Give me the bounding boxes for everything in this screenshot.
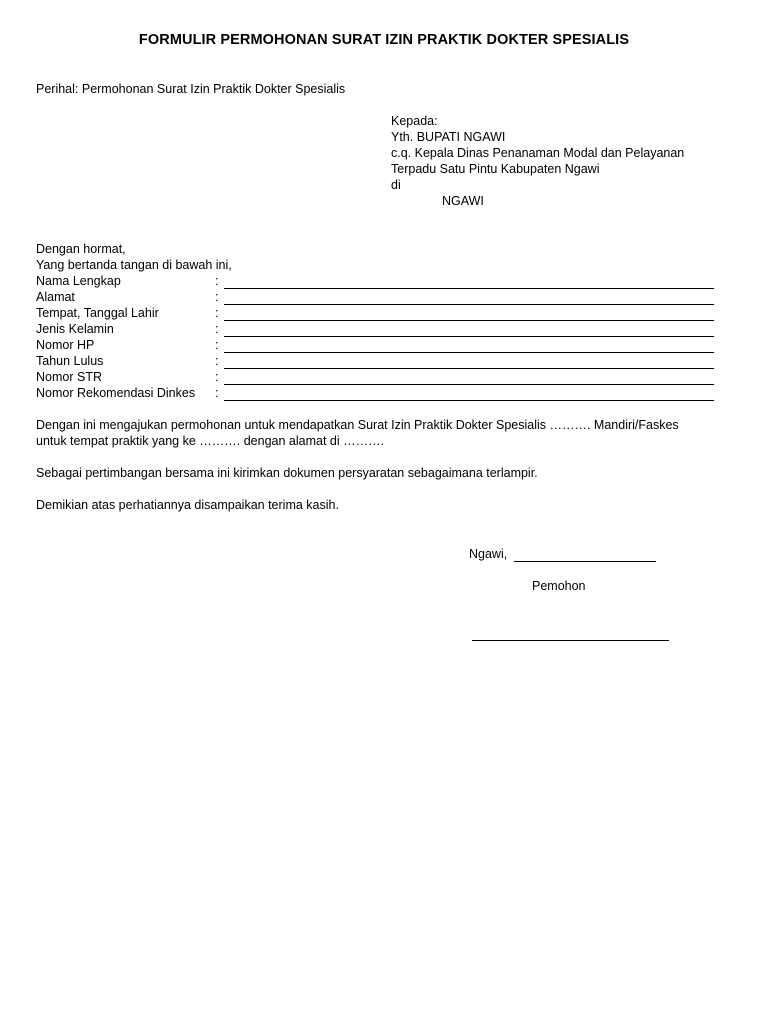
recipient-line-1: Yth. BUPATI NGAWI — [391, 130, 506, 144]
signature-line[interactable] — [472, 640, 669, 641]
field-line-nama[interactable] — [224, 288, 714, 289]
field-label-tahun-lulus: Tahun Lulus — [36, 354, 104, 368]
field-line-tahun-lulus[interactable] — [224, 368, 714, 369]
field-line-jenis-kelamin[interactable] — [224, 336, 714, 337]
field-label-ttl: Tempat, Tanggal Lahir — [36, 306, 159, 320]
field-colon: : — [215, 338, 219, 352]
field-label-jenis-kelamin: Jenis Kelamin — [36, 322, 114, 336]
form-title: FORMULIR PERMOHONAN SURAT IZIN PRAKTIK DOKTER SPESIALIS — [138, 32, 630, 48]
field-colon: : — [215, 322, 219, 336]
field-colon: : — [215, 290, 219, 304]
field-colon: : — [215, 354, 219, 368]
body-paragraph-1-line-1: Dengan ini mengajukan permohonan untuk mendapatkan Surat Izin Praktik Dokter Spesialis ………. Mandiri/Faskes — [36, 418, 679, 432]
intro-text: Yang bertanda tangan di bawah ini, — [36, 258, 232, 272]
greeting: Dengan hormat, — [36, 242, 126, 256]
field-label-rekomendasi: Nomor Rekomendasi Dinkes — [36, 386, 196, 400]
field-label-nama: Nama Lengkap — [36, 274, 121, 288]
body-paragraph-1-line-2: untuk tempat praktik yang ke ………. dengan alamat di ………. — [36, 434, 385, 448]
recipient-kepada: Kepada: — [391, 114, 438, 128]
field-colon: : — [215, 386, 219, 400]
recipient-line-2: c.q. Kepala Dinas Penanaman Modal dan Pelayanan — [391, 146, 685, 160]
field-line-alamat[interactable] — [224, 304, 714, 305]
field-colon: : — [215, 306, 219, 320]
field-line-rekomendasi[interactable] — [224, 400, 714, 401]
signature-place: Ngawi, — [469, 547, 508, 561]
field-label-nomor-str: Nomor STR — [36, 370, 102, 384]
field-line-nomor-str[interactable] — [224, 384, 714, 385]
field-line-nomor-hp[interactable] — [224, 352, 714, 353]
recipient-line-3: Terpadu Satu Pintu Kabupaten Ngawi — [391, 162, 600, 176]
date-line[interactable] — [514, 561, 656, 562]
body-paragraph-3: Demikian atas perhatiannya disampaikan terima kasih. — [36, 498, 339, 512]
subject-line: Perihal: Permohonan Surat Izin Praktik Dokter Spesialis — [36, 82, 346, 96]
field-line-ttl[interactable] — [224, 320, 714, 321]
recipient-line-4: di — [391, 178, 401, 192]
field-label-nomor-hp: Nomor HP — [36, 338, 95, 352]
field-label-alamat: Alamat — [36, 290, 75, 304]
field-colon: : — [215, 274, 219, 288]
recipient-line-5: NGAWI — [442, 194, 484, 208]
body-paragraph-2: Sebagai pertimbangan bersama ini kirimkan dokumen persyaratan sebagaimana terlampir. — [36, 466, 538, 480]
signature-role: Pemohon — [532, 579, 586, 593]
field-colon: : — [215, 370, 219, 384]
